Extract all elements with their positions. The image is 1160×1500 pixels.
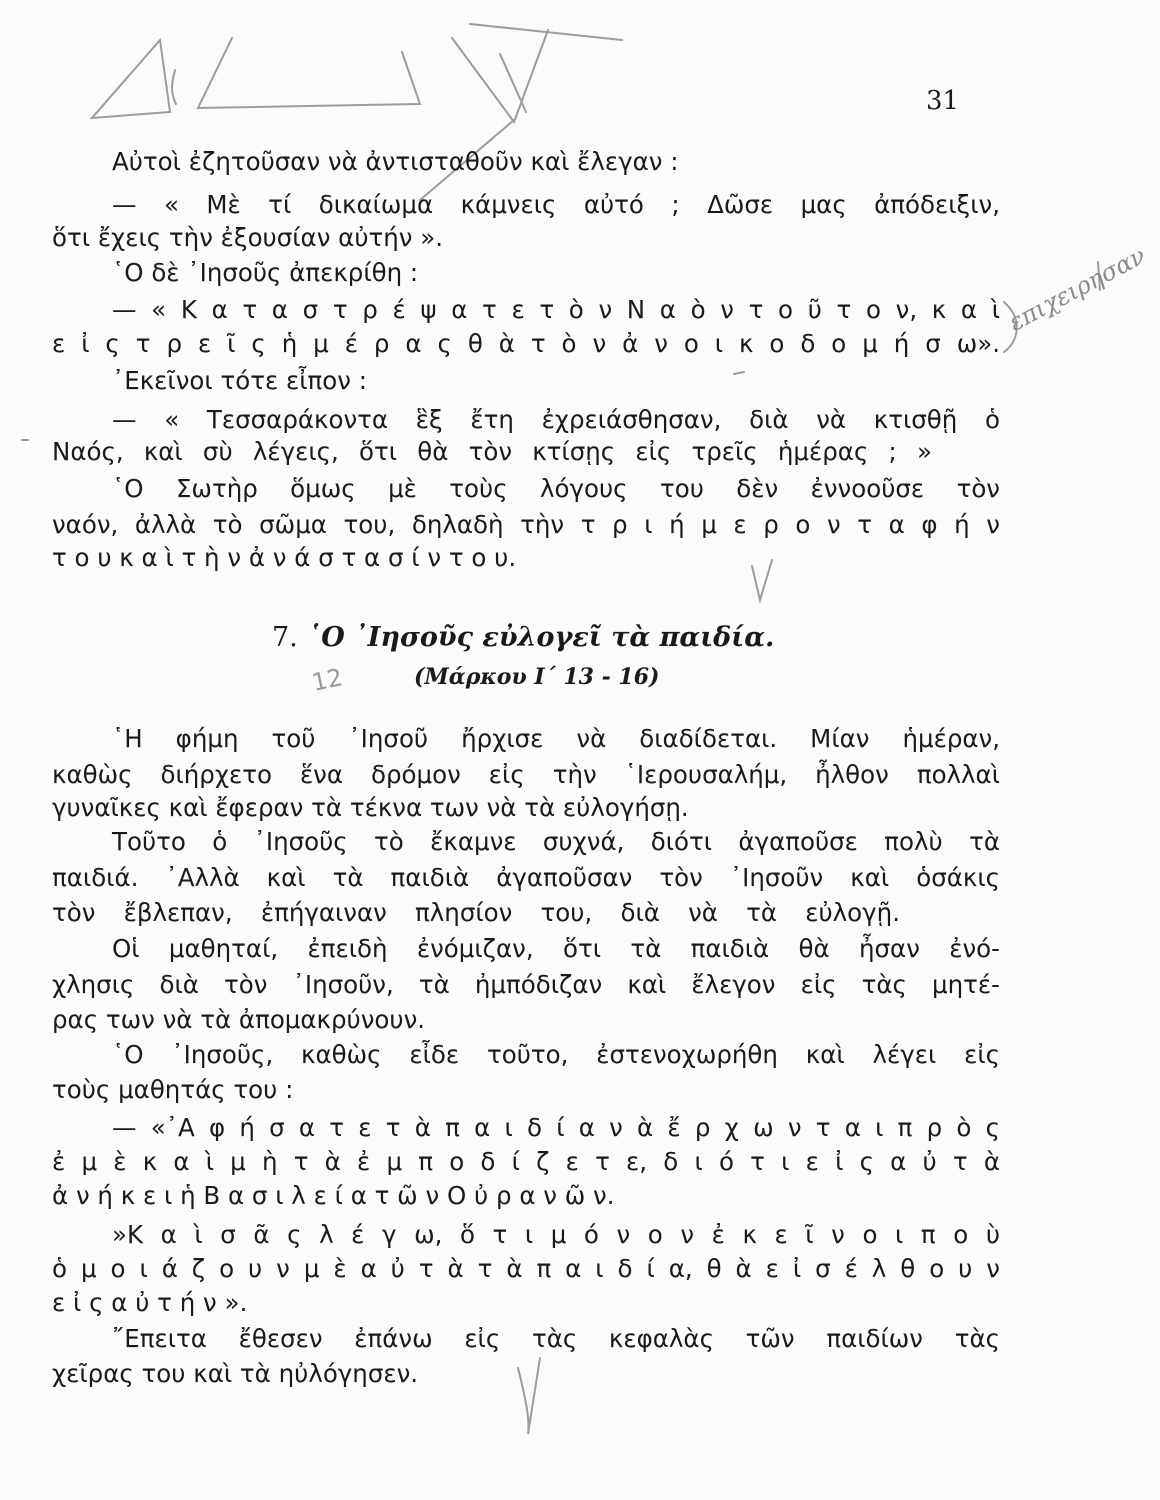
text-line: Ναός, καὶ σὺ λέγεις, ὅτι θὰ τὸν κτίσῃς εἰς τρεῖς ἡμέρας ; » [52, 437, 932, 466]
text-line: »Κ α ὶ σ ᾶ ς λ έ γ ω, ὅ τ ι μ ό ν ο ν ἐ κ ε ῖ ν ο ι π ο ὺ [112, 1220, 1000, 1249]
text-line: Τοῦτο ὁ ᾿Ιησοῦς τὸ ἔκαμνε συχνά, διότι ἀγαποῦσε πολὺ τὰ [112, 827, 1000, 856]
section-reference: (Μάρκου Ι΄ 13 - 16) [414, 664, 660, 690]
text-line: ῎Επειτα ἔθεσεν ἐπάνω εἰς τὰς κεφαλὰς τῶν παιδίων τὰς [112, 1324, 1000, 1353]
text-line: ναόν, ἀλλὰ τὸ σῶμα του, δηλαδὴ τὴν τ ρ ι ή μ ε ρ ο ν τ α φ ή ν [52, 510, 1000, 539]
text-line: Οἱ μαθηταί, ἐπειδὴ ἐνόμιζαν, ὅτι τὰ παιδιὰ θὰ ἦσαν ἐνό- [112, 934, 1000, 963]
pencil-check-1 [752, 560, 772, 600]
text-line: ὁ μ ο ι ά ζ ο υ ν μ ὲ α ὐ τ ὰ τ ὰ π α ι δ ί α, θ ὰ ε ἰ σ έ λ θ ο υ ν [52, 1254, 1000, 1283]
text-line: καθὼς διήρχετο ἕνα δρόμον εἰς τὴν ῾Ιερουσαλήμ, ἦλθον πολλαὶ [52, 760, 1000, 789]
text-line: ἐ μ ὲ κ α ὶ μ ὴ τ ὰ ἐ μ π ο δ ί ζ ε τ ε, δ ι ό τ ι ε ἰ ς α ὐ τ ὰ [52, 1147, 1000, 1176]
pencil-check-2 [518, 1358, 540, 1434]
text-line: τ ο υ κ α ὶ τ ὴ ν ἀ ν ά σ τ α σ ί ν τ ο υ. [52, 543, 517, 572]
text-line: ῾Ο δὲ ᾿Ιησοῦς ἀπεκρίθη : [112, 258, 419, 287]
text-line: ὅτι ἔχεις τὴν ἐξουσίαν αὐτήν ». [52, 223, 444, 252]
section-number: 7. [272, 622, 298, 653]
pencil-triangle [92, 40, 170, 118]
text-line: χεῖρας του καὶ τὰ ηὐλόγησεν. [52, 1359, 419, 1388]
text-line: χλησις διὰ τὸν ᾿Ιησοῦν, τὰ ἠμπόδιζαν καὶ ἔλεγον εἰς τὰς μητέ- [52, 970, 1000, 999]
text-line: — «᾿Α φ ή σ α τ ε τ ὰ π α ι δ ί α ν ὰ ἔ ρ χ ω ν τ α ι π ρ ὸ ς [112, 1113, 1000, 1142]
text-line: — « Τεσσαράκοντα ἓξ ἔτη ἐχρειάσθησαν, διὰ νὰ κτισθῇ ὁ [112, 405, 1000, 434]
text-line: τοὺς μαθητάς του : [52, 1075, 294, 1104]
pencil-number: 12 [309, 663, 346, 697]
page-number: 31 [926, 86, 960, 116]
text-line: τὸν ἔβλεπαν, ἐπήγαιναν πλησίον του, διὰ νὰ τὰ εὐλογῇ. [52, 898, 900, 927]
text-line: παιδιά. ᾿Αλλὰ καὶ τὰ παιδιὰ ἀγαποῦσαν τὸν ᾿Ιησοῦν καὶ ὁσάκις [52, 863, 1000, 892]
pencil-bracket [198, 38, 420, 108]
text-line: — « Μὲ τί δικαίωμα κάμνεις αὐτό ; Δῶσε μας ἀπόδειξιν, [112, 190, 1000, 219]
text-line: ε ἰ ς α ὐ τ ή ν ». [52, 1288, 248, 1317]
text-line: ῾Η φήμη τοῦ ᾿Ιησοῦ ἤρχισε νὰ διαδίδεται. Μίαν ἡμέραν, [112, 724, 1000, 753]
text-line: ῾Ο ᾿Ιησοῦς, καθὼς εἶδε τοῦτο, ἐστενοχωρήθη καὶ λέγει εἰς [112, 1040, 1000, 1069]
margin-note: επιχειρησαν [1004, 241, 1151, 337]
text-line: ᾿Εκεῖνοι τότε εἶπον : [112, 366, 367, 395]
text-line: ῾Ο Σωτὴρ ὅμως μὲ τοὺς λόγους του δὲν ἐννοοῦσε τὸν [112, 474, 1000, 503]
section-title: ῾Ο ᾿Ιησοῦς εὐλογεῖ τὰ παιδία. [307, 622, 775, 653]
section-heading [272, 622, 774, 653]
text-line: ε ἰ ς τ ρ ε ῖ ς ἡ μ έ ρ α ς θ ὰ τ ὸ ν ἀ ν ο ι κ ο δ ο μ ή σ ω». [52, 329, 1000, 358]
text-line: γυναῖκες καὶ ἔφεραν τὰ τέκνα των νὰ τὰ εὐλογήσῃ. [52, 793, 689, 822]
text-line: ἀ ν ή κ ε ι ἡ Β α σ ι λ ε ί α τ ῶ ν Ο ὐ ρ α ν ῶ ν. [52, 1181, 615, 1210]
text-line: Αὐτοὶ ἐζητοῦσαν νὰ ἀντισταθοῦν καὶ ἔλεγαν : [112, 147, 679, 176]
text-line: ρας των νὰ τὰ ἀπομακρύνουν. [52, 1005, 426, 1034]
text-line: — « Κ α τ α σ τ ρ έ ψ α τ ε τ ὸ ν Ν α ὸ ν τ ο ῦ τ ο ν, κ α ὶ [112, 295, 1000, 324]
